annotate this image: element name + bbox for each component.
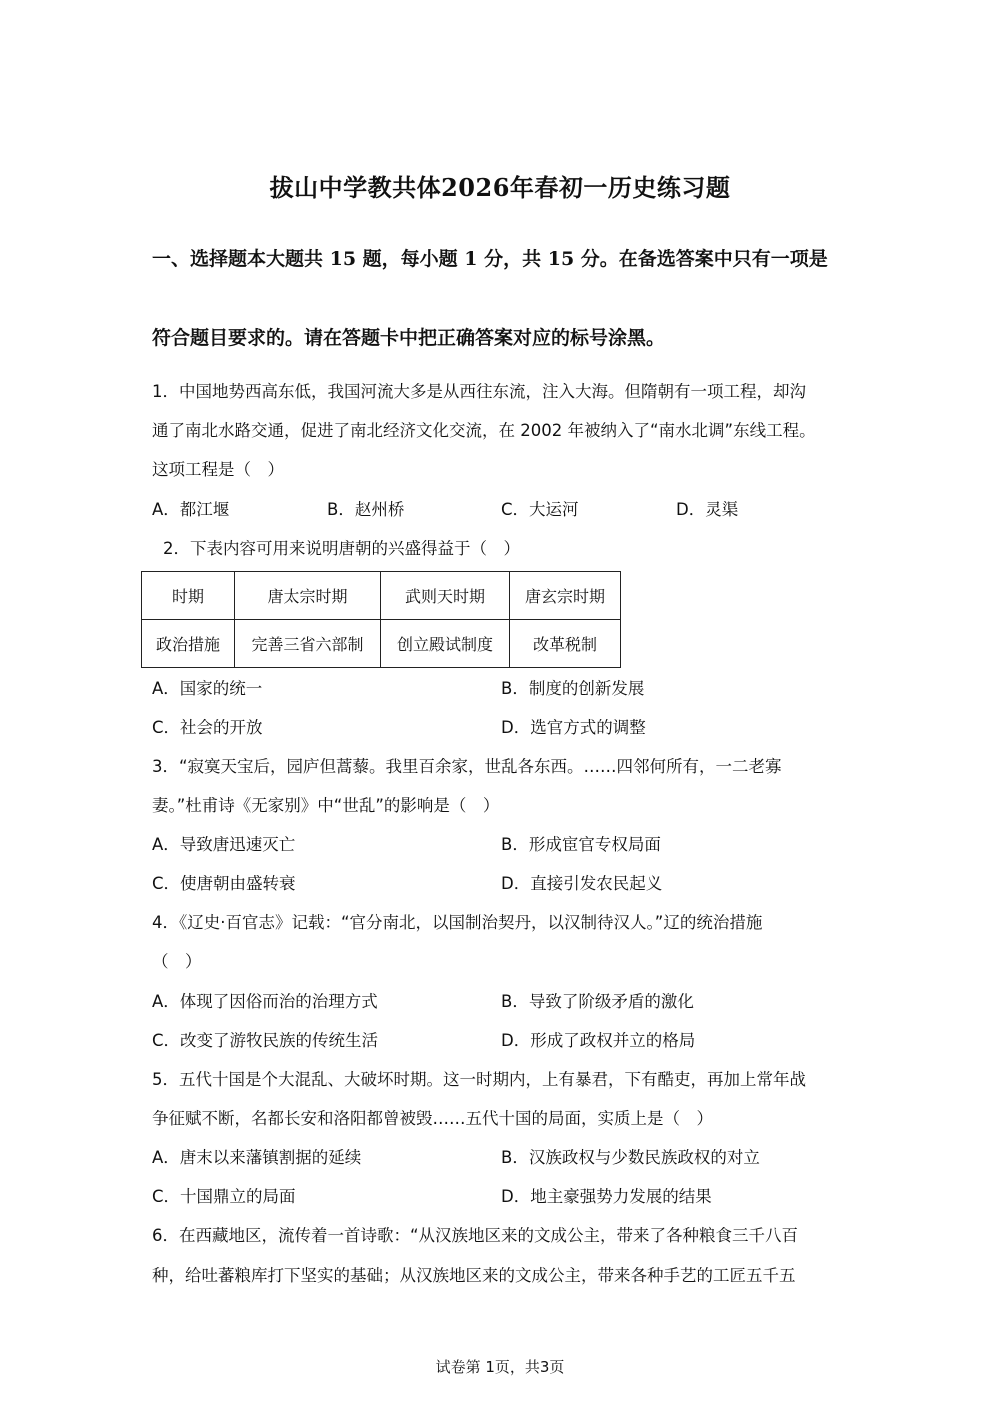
section-heading-line-1: 一、选择题本大题共 15 题，每小题 1 分，共 15 分。在备选答案中只有一项是 — [152, 248, 828, 270]
q3-option-c[interactable]: C．使唐朝由盛转衰 — [152, 874, 296, 893]
q5-option-a[interactable]: A．唐末以来藩镇割据的延续 — [152, 1148, 362, 1167]
q2-option-a[interactable]: A．国家的统一 — [152, 679, 263, 698]
q2-stem: 2．下表内容可用来说明唐朝的兴盛得益于（ ） — [163, 539, 520, 558]
table-cell: 政治措施 — [142, 620, 235, 668]
q4-option-a[interactable]: A．体现了因俗而治的治理方式 — [152, 992, 378, 1011]
section-heading-line-2: 符合题目要求的。请在答题卡中把正确答案对应的标号涂黑。 — [152, 327, 666, 349]
q5-stem-line-1: 5．五代十国是个大混乱、大破坏时期。这一时期内，上有暴君，下有酷吏，再加上常年战 — [152, 1070, 806, 1089]
q3-option-b[interactable]: B．形成宦官专权局面 — [501, 835, 661, 854]
table-cell: 完善三省六部制 — [235, 620, 381, 668]
q4-stem-line-2: （ ） — [152, 952, 202, 971]
q6-stem-line-1: 6．在西藏地区，流传着一首诗歌：“从汉族地区来的文成公主，带来了各种粮食三千八百 — [152, 1226, 799, 1245]
q6-stem-line-2: 种，给吐蕃粮库打下坚实的基础；从汉族地区来的文成公主，带来各种手艺的工匠五千五 — [152, 1266, 796, 1285]
table-cell: 唐玄宗时期 — [510, 572, 621, 620]
q3-stem-line-1: 3．“寂寞天宝后，园庐但蒿藜。我里百余家，世乱各东西。……四邻何所有，一二老寡 — [152, 757, 782, 776]
q4-option-d[interactable]: D．形成了政权并立的格局 — [501, 1031, 696, 1050]
q4-stem-line-1: 4．《辽史·百官志》记载：“官分南北，以国制治契丹，以汉制待汉人。”辽的统治措施 — [152, 913, 763, 932]
table-header-row — [142, 572, 621, 620]
q4-option-c[interactable]: C．改变了游牧民族的传统生活 — [152, 1031, 379, 1050]
q3-option-a[interactable]: A．导致唐迅速灭亡 — [152, 835, 296, 854]
q1-stem-line-3: 这项工程是（ ） — [152, 460, 284, 479]
q3-stem-line-2: 妻。”杜甫诗《无家别》中“世乱”的影响是（ ） — [152, 796, 500, 815]
q5-option-d[interactable]: D．地主豪强势力发展的结果 — [501, 1187, 712, 1206]
page-footer: 试卷第 1页，共3页 — [435, 1358, 565, 1376]
q5-stem-line-2: 争征赋不断，名都长安和洛阳都曾被毁……五代十国的局面，实质上是（ ） — [152, 1109, 713, 1128]
q2-option-d[interactable]: D．选官方式的调整 — [501, 718, 646, 737]
q1-option-a[interactable]: A．都江堰 — [152, 500, 230, 519]
q2-table — [141, 571, 621, 668]
page-title: 拔山中学教共体2026年春初一历史练习题 — [269, 173, 731, 202]
table-cell: 创立殿试制度 — [381, 620, 510, 668]
table-cell: 改革税制 — [510, 620, 621, 668]
q1-stem-line-2: 通了南北水路交通，促进了南北经济文化交流，在 2002 年被纳入了“南水北调”东线工程。 — [152, 421, 816, 440]
q5-option-b[interactable]: B．汉族政权与少数民族政权的对立 — [501, 1148, 760, 1167]
q5-option-c[interactable]: C．十国鼎立的局面 — [152, 1187, 296, 1206]
table-cell: 武则天时期 — [381, 572, 510, 620]
table-cell: 时期 — [142, 572, 235, 620]
q1-option-c[interactable]: C．大运河 — [501, 500, 579, 519]
q2-option-b[interactable]: B．制度的创新发展 — [501, 679, 645, 698]
q2-option-c[interactable]: C．社会的开放 — [152, 718, 263, 737]
q3-option-d[interactable]: D．直接引发农民起义 — [501, 874, 663, 893]
table-row — [142, 620, 621, 668]
q1-stem-line-1: 1．中国地势西高东低，我国河流大多是从西往东流，注入大海。但隋朝有一项工程，却沟 — [152, 382, 806, 401]
table-cell: 唐太宗时期 — [235, 572, 381, 620]
q4-option-b[interactable]: B．导致了阶级矛盾的激化 — [501, 992, 694, 1011]
q1-option-d[interactable]: D．灵渠 — [676, 500, 739, 519]
q1-option-b[interactable]: B．赵州桥 — [327, 500, 405, 519]
